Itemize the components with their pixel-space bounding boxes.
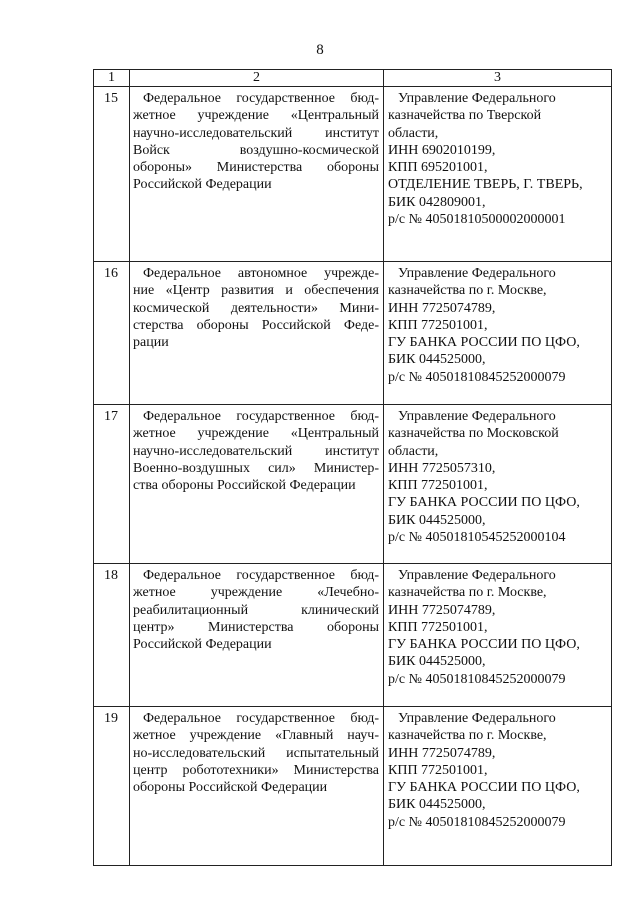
organization-line: жетное учреждение «Центральный — [133, 426, 379, 442]
recipient-line: ИНН 7725074789, — [388, 300, 496, 316]
organization-line: жетное учреждение «Главный науч- — [133, 728, 379, 744]
organization-cell — [130, 405, 384, 564]
recipient-line: казначейства по г. Москве, — [388, 283, 547, 299]
table-row — [94, 564, 612, 707]
recipient-line: ГУ БАНКА РОССИИ ПО ЦФО, — [388, 780, 580, 796]
column-header-2: 2 — [130, 70, 384, 87]
organization-line: Федеральное государственное бюд- — [143, 409, 379, 424]
recipient-line: р/с № 40501810500002000001 — [388, 212, 566, 228]
recipient-line: ИНН 7725074789, — [388, 602, 496, 618]
organization-line: космической деятельности» Мини- — [133, 300, 379, 316]
organization-line: научно-исследовательский институт — [133, 125, 379, 141]
organization-line: обороны» Министерства обороны — [133, 160, 379, 176]
organization-cell — [130, 87, 384, 262]
organization-line: жетное учреждение «Лечебно- — [133, 585, 379, 601]
recipient-line: р/с № 40501810845252000079 — [388, 814, 566, 830]
recipient-line: р/с № 40501810545252000104 — [388, 530, 566, 546]
recipient-line: БИК 044525000, — [388, 512, 486, 528]
organization-cell — [130, 564, 384, 707]
organization-line: реабилитационный клинический — [133, 602, 379, 618]
organization-line: Войск воздушно-космической — [133, 142, 379, 158]
recipients-table — [93, 69, 612, 866]
organization-line: ства обороны Российской Федерации — [133, 478, 356, 494]
recipient-line: Управление Федерального — [398, 91, 556, 106]
recipient-line: казначейства по Тверской — [388, 108, 542, 124]
recipient-line: ИНН 7725074789, — [388, 745, 496, 761]
organization-line: обороны Российской Федерации — [133, 780, 328, 796]
recipient-line: области, — [388, 443, 439, 459]
organization-line: рации — [133, 335, 169, 351]
organization-line: но-исследовательский испытательный — [133, 745, 379, 761]
row-number: 18 — [94, 564, 130, 707]
table-header-row — [94, 70, 612, 87]
column-header-3: 3 — [384, 70, 612, 87]
recipient-line: БИК 044525000, — [388, 797, 486, 813]
recipient-line: КПП 772501001, — [388, 317, 488, 333]
recipient-line: БИК 044525000, — [388, 654, 486, 670]
organization-line: жетное учреждение «Центральный — [133, 108, 379, 124]
organization-cell — [130, 262, 384, 405]
table-row — [94, 707, 612, 866]
table-row — [94, 262, 612, 405]
recipient-line: р/с № 40501810845252000079 — [388, 369, 566, 385]
recipient-details-cell — [384, 262, 612, 405]
recipient-line: Управление Федерального — [398, 266, 556, 281]
row-number: 19 — [94, 707, 130, 866]
recipient-line: ГУ БАНКА РОССИИ ПО ЦФО, — [388, 637, 580, 653]
recipient-details-cell — [384, 707, 612, 866]
row-number: 15 — [94, 87, 130, 262]
recipient-line: р/с № 40501810845252000079 — [388, 671, 566, 687]
organization-cell — [130, 707, 384, 866]
recipient-line: казначейства по г. Москве, — [388, 728, 547, 744]
organization-line: Федеральное государственное бюд- — [143, 91, 379, 106]
recipient-line: ГУ БАНКА РОССИИ ПО ЦФО, — [388, 335, 580, 351]
organization-line: ние «Центр развития и обеспечения — [133, 283, 379, 299]
row-number: 17 — [94, 405, 130, 564]
recipient-line: КПП 695201001, — [388, 160, 488, 176]
recipient-line: КПП 772501001, — [388, 478, 488, 494]
recipient-line: Управление Федерального — [398, 711, 556, 726]
recipient-line: ИНН 7725057310, — [388, 460, 496, 476]
recipient-details-cell — [384, 87, 612, 262]
recipient-line: Управление Федерального — [398, 409, 556, 424]
recipient-details-cell — [384, 564, 612, 707]
organization-line: Военно-воздушных сил» Министер- — [133, 460, 379, 476]
column-header-1: 1 — [94, 70, 130, 87]
recipient-line: ИНН 6902010199, — [388, 142, 496, 158]
organization-line: Федеральное автономное учрежде- — [143, 266, 379, 281]
recipient-line: КПП 772501001, — [388, 619, 488, 635]
recipient-line: области, — [388, 125, 439, 141]
organization-line: центр робототехники» Министерства — [133, 762, 379, 778]
recipient-line: БИК 042809001, — [388, 194, 486, 210]
organization-line: научно-исследовательский институт — [133, 443, 379, 459]
table-row — [94, 87, 612, 262]
organization-line: Российской Федерации — [133, 637, 272, 653]
recipient-line: ГУ БАНКА РОССИИ ПО ЦФО, — [388, 495, 580, 511]
organization-line: стерства обороны Российской Феде- — [133, 317, 379, 333]
organization-line: Федеральное государственное бюд- — [143, 711, 379, 726]
page-number: 8 — [316, 42, 324, 58]
recipient-line: казначейства по г. Москве, — [388, 585, 547, 601]
row-number: 16 — [94, 262, 130, 405]
organization-line: центр» Министерства обороны — [133, 619, 379, 635]
recipient-line: ОТДЕЛЕНИЕ ТВЕРЬ, Г. ТВЕРЬ, — [388, 177, 583, 193]
recipient-details-cell — [384, 405, 612, 564]
recipient-line: Управление Федерального — [398, 568, 556, 583]
organization-line: Российской Федерации — [133, 177, 272, 193]
recipient-line: БИК 044525000, — [388, 352, 486, 368]
recipient-line: казначейства по Московской — [388, 426, 559, 442]
table-row — [94, 405, 612, 564]
recipient-line: КПП 772501001, — [388, 762, 488, 778]
organization-line: Федеральное государственное бюд- — [143, 568, 379, 583]
